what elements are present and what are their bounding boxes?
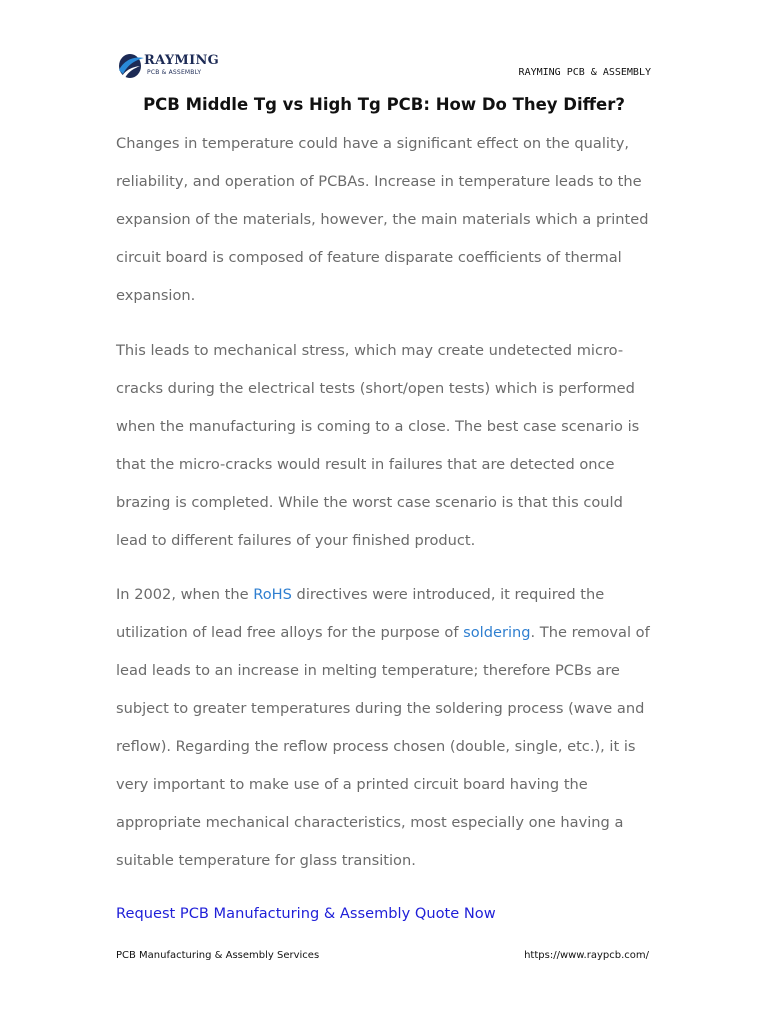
footer-services: PCB Manufacturing & Assembly Services [116, 950, 320, 961]
paragraph-3-text-1: In 2002, when the [116, 586, 254, 603]
page-title: PCB Middle Tg vs High Tg PCB: How Do They Differ? [143, 95, 625, 114]
paragraph-2: This leads to mechanical stress, which may create undetected micro-cracks during the electrical tests (short/open tests) which is performed when the manufacturing is coming to a close. The best case scenario is that the micro-cracks would result in failures that are detected once brazing is completed. While the worst case scenario is that this could lead to different failures of your finished product. [116, 341, 640, 549]
soldering-link[interactable]: soldering [463, 624, 531, 641]
company-logo [116, 50, 220, 82]
paragraph-3-text-3: . The removal of lead leads to an increase in melting temperature; therefore PCBs are subject to greater temperatures during the soldering process (wave and reflow). Regarding the reflow process chosen (double, single, etc.), it is very important to make use of a printed circuit board having the appropriate mechanical characteristics, most especially one having a suitable temperature for glass transition. [116, 624, 650, 869]
logo-name: RAYMING [144, 53, 220, 68]
header-company-name: RAYMING PCB & ASSEMBLY [518, 67, 651, 78]
rohs-link[interactable]: RoHS [253, 586, 292, 603]
paragraph-3 [116, 576, 656, 880]
logo-swoosh-icon [116, 50, 146, 82]
footer-url: https://www.raypcb.com/ [524, 950, 649, 961]
logo-subtitle: PCB & ASSEMBLY [147, 69, 202, 76]
paragraph-1: Changes in temperature could have a significant effect on the quality, reliability, and operation of PCBAs. Increase in temperature leads to the expansion of the materials, however, the main materials which a printed circuit board is composed of feature disparate coefficients of thermal expansion. [116, 135, 649, 304]
request-quote-link[interactable]: Request PCB Manufacturing & Assembly Quote Now [116, 905, 496, 922]
paragraph-3-text-2: directives were introduced, it required the utilization of lead free alloys for the purpose of [116, 586, 605, 641]
article-body [116, 125, 656, 897]
